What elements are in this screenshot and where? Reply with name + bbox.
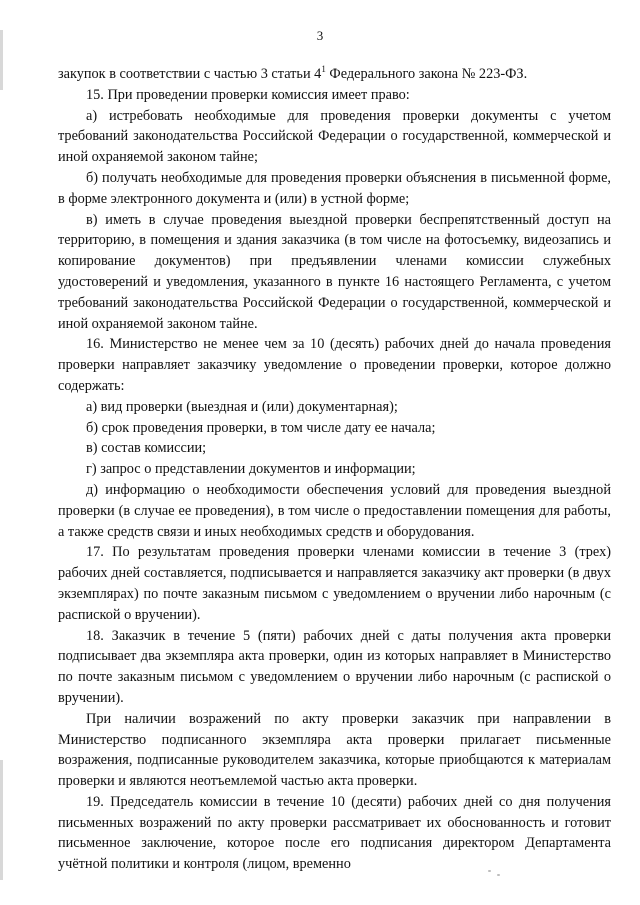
paragraph-subitem-b: б) получать необходимые для проведения проверки объяснения в письменной форме, в форме электронного документа и (или) в устной форме; xyxy=(58,169,611,207)
paragraph-subitem-g: г) запрос о представлении документов и информации; xyxy=(86,461,416,478)
paragraph-subitem-a: а) вид проверки (выездная и (или) документарная); xyxy=(86,398,398,415)
paragraph-item-16: 16. Министерство не менее чем за 10 (десять) рабочих дней до начала проведения проверки направляет заказчику уведомление о проведении проверки, которое должно содержать: xyxy=(58,336,611,394)
paragraph-text: Федерального закона № 223-ФЗ. xyxy=(325,66,528,82)
page-number: 3 xyxy=(316,28,324,43)
paragraph-subitem-v: в) состав комиссии; xyxy=(86,440,207,457)
document-body xyxy=(58,64,611,875)
paragraph-item-18: 18. Заказчик в течение 5 (пяти) рабочих дней с даты получения акта проверки подписывает два экземпляра акта проверки, один из которых направляет в Министерство по почте заказным письмом с уведомлением о вручении либо нарочным (с распиской о вручении). xyxy=(58,627,611,706)
paragraph-subitem-a: а) истребовать необходимые для проведения проверки документы с учетом требований законодательства Российской Федерации о государственной, коммерческой и иной охраняемой законом тайне; xyxy=(58,107,611,166)
paragraph-subitem-v: в) иметь в случае проведения выездной проверки беспрепятственный доступ на территорию, в помещения и здания заказчика (в том числе на фотосъемку, видеозапись и копирование документов) при предъявлении членами комиссии служебных удостоверений и уведомления, указанного в пункте 16 настоящего Регламента, с учетом требований законодательства Российской Федерации о государственной, коммерческой и иной охраняемой законом тайне. xyxy=(58,211,611,332)
paragraph-continuation xyxy=(58,64,611,85)
superscript: 1 xyxy=(321,64,326,75)
paragraph-subitem-d: д) информацию о необходимости обеспечения условий для проведения выездной проверки (в случае ее проведения), в том числе о предоставлении помещения для работы, а также средств связи и иных необходимых средств и оборудования. xyxy=(58,481,611,540)
paragraph-text: закупок в соответствии с частью 3 статьи 4 xyxy=(58,66,322,82)
paragraph-subitem-b: б) срок проведения проверки, в том числе дату ее начала; xyxy=(86,419,436,436)
paragraph-item-19: 19. Председатель комиссии в течение 10 (десяти) рабочих дней со дня получения письменных возражений по акту проверки рассматривает их обоснованность и готовит письменное заключение, которое после его подписания директором Департамента учётной политики и контроля (лицом, временно xyxy=(58,793,611,873)
paragraph-item-17: 17. По результатам проведения проверки членами комиссии в течение 3 (трех) рабочих дней составляется, подписывается и направляется заказчику акт проверки (в двух экземплярах) по почте заказным письмом с уведомлением о вручении либо нарочным (с распиской о вручении). xyxy=(58,544,611,623)
paragraph-item-15: 15. При проведении проверки комиссия имеет право: xyxy=(86,86,410,103)
paragraph-objections: При наличии возражений по акту проверки заказчик при направлении в Министерство подписанного экземпляра акта проверки прилагает письменные возражения, подписанные руководителем заказчика, которые приобщаются к материалам проверки и являются неотъемлемой частью акта проверки. xyxy=(58,710,611,790)
scan-edge-mark xyxy=(0,760,3,880)
